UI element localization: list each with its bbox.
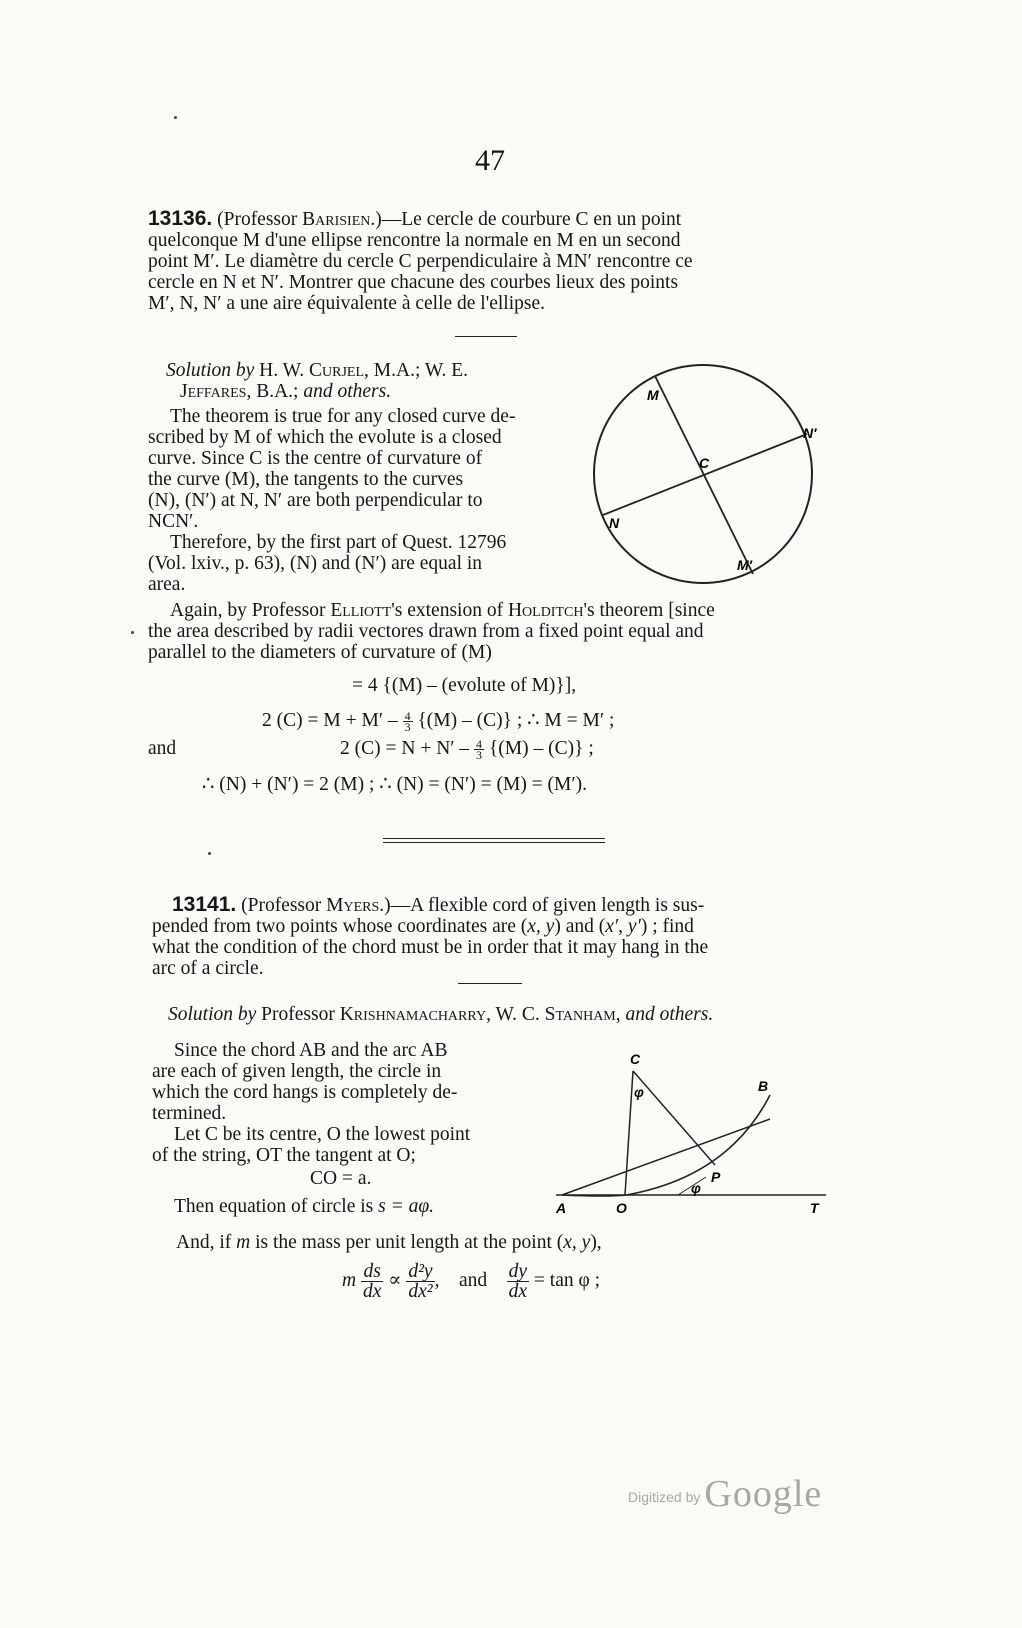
label-c: C <box>699 455 710 471</box>
solution-13141-header: Solution by Professor Krishnamacharry, W. C. Stanham, and others. <box>168 1004 714 1025</box>
fraction-d2y-dx2: $\frac{\text{d²y}}{\text{dx²}}$ <box>408 1261 433 1302</box>
question-13136-line-2: quelconque M d'une ellipse rencontre la normale en M en un second <box>148 230 681 251</box>
label-phi-top: φ <box>634 1084 644 1100</box>
hanging-cord-figure <box>548 1045 838 1220</box>
label-o: O <box>616 1200 627 1216</box>
name-elliott: Elliott <box>330 600 392 621</box>
label-a: A <box>556 1200 567 1216</box>
page-number: 47 <box>475 144 505 177</box>
section-divider <box>455 336 517 337</box>
solution-13136-para-3: Again, by Professor Elliott's extension of Holditch's theorem [since the area described by radii vectores drawn from a fixed point equal and parallel to the diameters of curvature of (M) <box>148 600 715 663</box>
proposer-name: Barisien <box>302 209 371 230</box>
radius-co <box>625 1071 633 1195</box>
specks <box>174 116 177 119</box>
label-n-prime: N′ <box>803 425 817 441</box>
question-13141: 13141. (Professor Myers.)—A flexible cord of given length is sus- pended from two points whose coordinates are (x, y) and (x′, y′) ; find what the condition of the chord must be in order that it may hang in the arc of a circle. <box>152 893 709 979</box>
digitized-by-google-watermark <box>628 1472 822 1516</box>
equation-2: 2 (C) = M + M′ – $\frac{4}{3}$ {(M) – (C)} ; ∴ M = M′ ; <box>262 709 615 735</box>
question-divider <box>383 838 605 843</box>
proposer-name: Myers <box>326 895 380 916</box>
specks <box>208 852 211 855</box>
specks <box>131 631 134 634</box>
question-number: 13141. <box>172 893 237 916</box>
author-krishnamacharry: Krishnamacharry <box>339 1004 487 1025</box>
equation-3: 2 (C) = N + N′ – $\frac{4}{3}$ {(M) – (C)} ; <box>340 737 594 763</box>
author-jeffares: Jeffares <box>180 381 247 402</box>
watermark-text: Digitized by <box>628 1489 701 1505</box>
final-equation: m $\frac{ds}{dx}$ ∝ $\frac{\text{d²y}}{\text{dx²}}$ , and $\frac{dy}{dx}$ = tan φ ; <box>342 1261 601 1302</box>
solution-13141-para-1: Since the chord AB and the arc AB are each of given length, the circle in which the cord hangs is completely de- termined. <box>152 1040 458 1124</box>
equation-co: CO = a. <box>310 1168 372 1189</box>
diameter-nn <box>603 434 807 515</box>
name-holditch: Holditch <box>507 600 584 621</box>
label-p: P <box>711 1169 721 1185</box>
circle-figure <box>585 360 835 595</box>
and-label: and <box>148 738 177 759</box>
equation-1: = 4 {(M) – (evolute of M)}], <box>352 675 577 696</box>
label-m-prime: M′ <box>737 557 753 573</box>
question-number: 13136. <box>148 207 213 230</box>
solution-13136-header: Solution by H. W. Curjel, M.A.; W. E. Jeffares, B.A.; and others. <box>166 360 469 402</box>
label-t: T <box>810 1200 819 1216</box>
author-stanham: Stanham <box>544 1004 616 1025</box>
label-n: N <box>609 515 620 531</box>
mass-sentence: And, if m is the mass per unit length at the point (x, y), <box>176 1232 602 1253</box>
author-curjel: Curjel <box>309 360 365 381</box>
section-divider <box>458 983 522 984</box>
fraction-ds-dx: $\frac{ds}{dx}$ <box>362 1261 382 1302</box>
equation-4: ∴ (N) + (N′) = 2 (M) ; ∴ (N) = (N′) = (M) = (M′). <box>202 774 588 795</box>
google-logo: Google <box>704 1473 823 1515</box>
solution-13136-para-2: Therefore, by the first part of Quest. 12796 (Vol. lxiv., p. 63), (N) and (N′) are equal in area. <box>148 532 507 595</box>
label-phi-bottom: φ <box>691 1180 701 1196</box>
label-b: B <box>758 1078 769 1094</box>
arc-ab <box>562 1095 770 1196</box>
question-13136-line-5: M′, N, N′ a une aire équivalente à celle de l'ellipse. <box>148 293 546 314</box>
radius-cp <box>633 1071 715 1165</box>
equation-circle: Then equation of circle is s = aφ. <box>174 1196 435 1217</box>
label-m: M <box>647 387 659 403</box>
question-13136-line-1: 13136. (Professor Barisien.)—Le cercle de courbure C en un point <box>148 207 682 230</box>
chord-ab <box>562 1119 770 1195</box>
question-13136-line-3: point M′. Le diamètre du cercle C perpendiculaire à MN′ rencontre ce <box>148 251 693 272</box>
label-c: C <box>630 1051 641 1067</box>
solution-13141-para-2: Let C be its centre, O the lowest point of the string, OT the tangent at O; <box>152 1124 471 1166</box>
question-13136 <box>148 208 828 314</box>
fraction-dy-dx: $\frac{dy}{dx}$ <box>508 1261 528 1302</box>
question-13136-line-4: cercle en N et N′. Montrer que chacune des courbes lieux des points <box>148 272 679 293</box>
solution-13136-para-1: The theorem is true for any closed curve de- scribed by M of which the evolute is a closed curve. Since C is the centre of curvature of the curve (M), the tangents to the curves (N), (N′) at N, N′ are both perpendicular to NCN′. <box>148 406 516 532</box>
